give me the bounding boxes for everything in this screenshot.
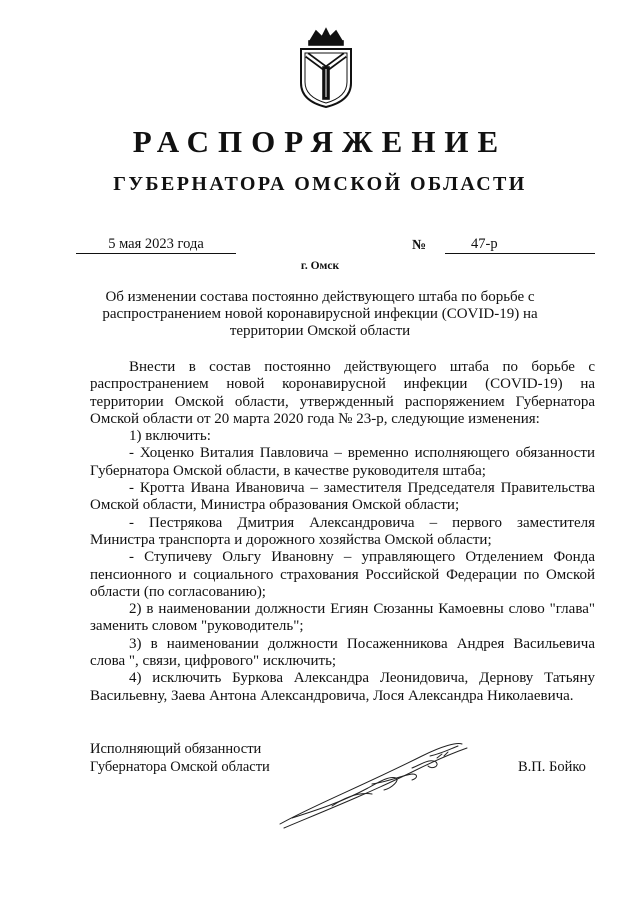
signatory-name: В.П. Бойко bbox=[518, 759, 586, 775]
document-body bbox=[90, 359, 595, 705]
document-title: РАСПОРЯЖЕНИЕ bbox=[132, 124, 508, 159]
document-city: г. Омск bbox=[300, 260, 340, 272]
handwritten-signature-icon bbox=[272, 736, 477, 836]
document-number-field bbox=[445, 236, 595, 254]
body-paragraph: 2) в наименовании должности Егиян Сюзанны Камоевны слово "глава" заменить словом "руководитель"; bbox=[90, 601, 595, 635]
signatory-position-line: Губернатора Омской области bbox=[90, 759, 270, 775]
body-paragraph: Внести в состав постоянно действующего штаба по борьбе с распространением новой коронавирусной инфекции (COVID-19) на территории Омской области, утвержденный распоряжением Губернатора Омской области от 20 марта 2020 года № 23-р, следующие изменения: bbox=[90, 359, 595, 427]
omsk-coat-of-arms-icon bbox=[296, 27, 356, 109]
body-paragraph: 3) в наименовании должности Посаженникова Андрея Васильевича слова ", связи, цифрового" исключить; bbox=[90, 635, 595, 670]
body-paragraph: - Хоценко Виталия Павловича – временно исполняющего обязанности Губернатора Омской области, в качестве руководителя штаба; bbox=[90, 445, 595, 479]
body-paragraph: 4) исключить Буркова Александра Леонидовича, Дернову Татьяну Васильевну, Заева Антона Александровича, Лося Александра Николаевича. bbox=[90, 670, 595, 704]
body-paragraph: - Кротта Ивана Ивановича – заместителя Председателя Правительства Омской области, Министра образования Омской области; bbox=[90, 480, 595, 514]
body-paragraph: 1) включить: bbox=[129, 428, 211, 445]
document-number: 47-р bbox=[471, 236, 498, 252]
document-date: 5 мая 2023 года bbox=[76, 236, 236, 254]
body-paragraph: - Ступичеву Ольгу Ивановну – управляющего Отделением Фонда пенсионного и социального страхования Российской Федерации по Омской области (по согласованию); bbox=[90, 549, 595, 600]
number-sign: № bbox=[412, 238, 427, 253]
signatory-position bbox=[90, 740, 270, 776]
body-paragraph: - Пестрякова Дмитрия Александровича – первого заместителя Министра транспорта и дорожного хозяйства Омской области; bbox=[90, 514, 595, 548]
signatory-position-line: Исполняющий обязанности bbox=[90, 741, 262, 757]
document-heading: Об изменении состава постоянно действующего штаба по борьбе с распространением новой коронавирусной инфекции (COVID-19) на территории Омской области bbox=[102, 289, 538, 339]
document-subtitle: ГУБЕРНАТОРА ОМСКОЙ ОБЛАСТИ bbox=[113, 173, 527, 195]
